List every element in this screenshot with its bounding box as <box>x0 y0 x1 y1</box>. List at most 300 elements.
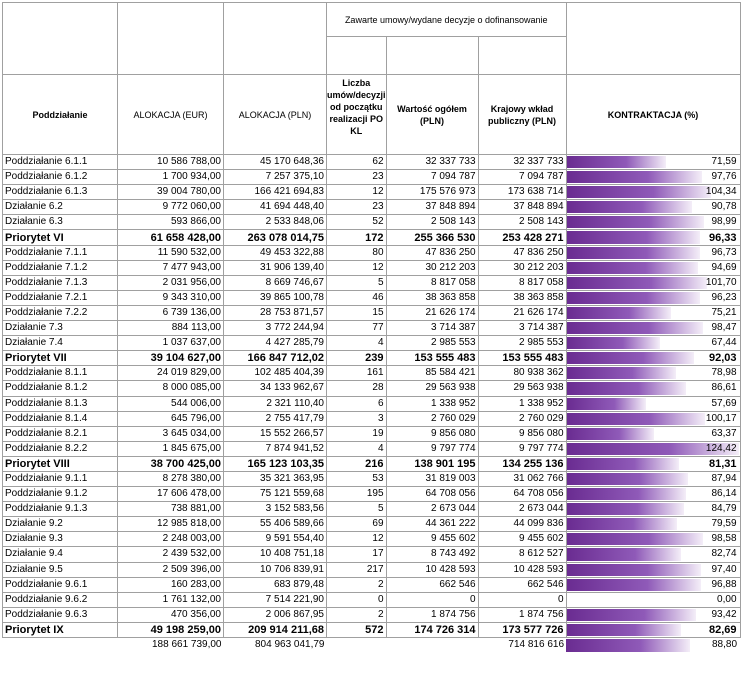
cell-pln[interactable]: 166 847 712,02 <box>224 351 327 366</box>
cell-eur[interactable]: 38 700 425,00 <box>118 456 224 471</box>
cell-eur[interactable]: 7 477 943,00 <box>118 260 224 275</box>
cell-value[interactable]: 9 856 080 <box>386 426 478 441</box>
contracting-value: 90,78 <box>711 201 737 213</box>
cell-name[interactable]: Poddziałanie 7.1.1 <box>3 245 118 260</box>
contracting-value: 93,42 <box>711 608 737 620</box>
cell-name[interactable]: Priorytet IX <box>3 622 118 637</box>
cell-contracting[interactable] <box>566 502 740 517</box>
contracting-value: 88,80 <box>711 639 738 651</box>
contracting-bar <box>567 186 711 198</box>
cell-count[interactable]: 12 <box>327 532 387 547</box>
cell-contracting[interactable] <box>566 185 740 200</box>
cell-contracting[interactable] <box>566 547 740 562</box>
cell-count[interactable]: 0 <box>327 592 387 607</box>
cell-name[interactable] <box>3 638 118 653</box>
cell-contracting[interactable] <box>566 592 740 607</box>
cell-national[interactable]: 2 673 044 <box>478 502 566 517</box>
cell-count[interactable]: 572 <box>327 622 387 637</box>
col-header-pct[interactable]: KONTRAKTACJA (%) <box>566 75 740 155</box>
cell-national[interactable]: 32 337 733 <box>478 155 566 170</box>
cell-contracting[interactable] <box>566 230 740 245</box>
cell-pln[interactable]: 7 257 375,10 <box>224 170 327 185</box>
table-row <box>3 290 741 305</box>
cell-count[interactable]: 80 <box>327 245 387 260</box>
cell-pln[interactable]: 102 485 404,39 <box>224 366 327 381</box>
cell-count[interactable]: 4 <box>327 336 387 351</box>
contracting-value: 92,03 <box>708 352 737 365</box>
cell-name[interactable]: Działanie 6.3 <box>3 215 118 230</box>
cell-contracting[interactable] <box>566 487 740 502</box>
contracting-bar <box>567 564 702 576</box>
cell-pln[interactable]: 75 121 559,68 <box>224 487 327 502</box>
cell-national[interactable]: 31 062 766 <box>478 471 566 486</box>
cell-pln[interactable]: 263 078 014,75 <box>224 230 327 245</box>
cell-count[interactable]: 2 <box>327 607 387 622</box>
cell-count[interactable]: 2 <box>327 577 387 592</box>
cell-count[interactable]: 5 <box>327 502 387 517</box>
cell-eur[interactable]: 24 019 829,00 <box>118 366 224 381</box>
cell-contracting[interactable] <box>566 260 740 275</box>
cell-pln[interactable]: 683 879,48 <box>224 577 327 592</box>
table-row <box>3 185 741 200</box>
cell-eur[interactable]: 8 000 085,00 <box>118 381 224 396</box>
contracting-bar <box>567 247 701 259</box>
header-blank-value <box>386 37 478 75</box>
cell-value[interactable]: 8 817 058 <box>386 275 478 290</box>
cell-national[interactable]: 1 338 952 <box>478 396 566 411</box>
cell-pln[interactable]: 166 421 694,83 <box>224 185 327 200</box>
cell-contracting[interactable] <box>566 532 740 547</box>
cell-pln[interactable]: 10 706 839,91 <box>224 562 327 577</box>
cell-name[interactable]: Działanie 9.5 <box>3 562 118 577</box>
cell-count[interactable]: 12 <box>327 185 387 200</box>
cell-name[interactable]: Działanie 9.3 <box>3 532 118 547</box>
contracting-value: 0,00 <box>717 593 737 605</box>
cell-contracting[interactable] <box>566 396 740 411</box>
contracting-bar <box>567 609 696 621</box>
cell-contracting[interactable] <box>566 290 740 305</box>
cell-count[interactable]: 195 <box>327 487 387 502</box>
cell-value[interactable]: 2 673 044 <box>386 502 478 517</box>
cell-count[interactable]: 53 <box>327 471 387 486</box>
cell-value[interactable]: 7 094 787 <box>386 170 478 185</box>
cell-name[interactable]: Poddziałanie 8.1.1 <box>3 366 118 381</box>
cell-contracting[interactable] <box>566 638 740 653</box>
table-row <box>3 170 741 185</box>
cell-pln[interactable]: 2 755 417,79 <box>224 411 327 426</box>
cell-eur[interactable]: 1 037 637,00 <box>118 336 224 351</box>
cell-value[interactable]: 44 361 222 <box>386 517 478 532</box>
cell-value[interactable]: 255 366 530 <box>386 230 478 245</box>
cell-eur[interactable]: 1 845 675,00 <box>118 441 224 456</box>
cell-national[interactable]: 38 363 858 <box>478 290 566 305</box>
cell-pln[interactable]: 8 669 746,67 <box>224 275 327 290</box>
cell-contracting[interactable] <box>566 200 740 215</box>
cell-pln[interactable]: 15 552 266,57 <box>224 426 327 441</box>
cell-count[interactable]: 77 <box>327 321 387 336</box>
table-row <box>3 607 741 622</box>
cell-count[interactable]: 5 <box>327 275 387 290</box>
contracting-bar <box>567 579 701 591</box>
cell-value[interactable]: 2 508 143 <box>386 215 478 230</box>
cell-contracting[interactable] <box>566 607 740 622</box>
cell-contracting[interactable] <box>566 275 740 290</box>
cell-eur[interactable]: 1 761 132,00 <box>118 592 224 607</box>
contracting-bar <box>567 398 647 410</box>
contracting-bar <box>567 548 682 560</box>
cell-contracting[interactable] <box>566 321 740 336</box>
priority-row <box>3 456 741 471</box>
table-row <box>3 562 741 577</box>
cell-name[interactable]: Poddziałanie 9.1.1 <box>3 471 118 486</box>
contracting-value: 84,79 <box>711 503 737 515</box>
cell-count[interactable]: 239 <box>327 351 387 366</box>
cell-pln[interactable]: 31 906 139,40 <box>224 260 327 275</box>
cell-name[interactable]: Poddziałanie 6.1.1 <box>3 155 118 170</box>
cell-contracting[interactable] <box>566 562 740 577</box>
cell-national[interactable]: 0 <box>478 592 566 607</box>
cell-count[interactable]: 15 <box>327 305 387 320</box>
cell-contracting[interactable] <box>566 245 740 260</box>
cell-value[interactable]: 47 836 250 <box>386 245 478 260</box>
cell-name[interactable]: Poddziałanie 6.1.2 <box>3 170 118 185</box>
cell-name[interactable]: Poddziałanie 7.1.3 <box>3 275 118 290</box>
cell-contracting[interactable] <box>566 411 740 426</box>
cell-eur[interactable]: 884 113,00 <box>118 321 224 336</box>
cell-pln[interactable]: 39 865 100,78 <box>224 290 327 305</box>
cell-eur[interactable]: 11 590 532,00 <box>118 245 224 260</box>
cell-name[interactable]: Poddziałanie 8.1.4 <box>3 411 118 426</box>
header-group-title: Zawarte umowy/wydane decyzje o dofinansowanie <box>327 3 567 37</box>
cell-eur[interactable]: 61 658 428,00 <box>118 230 224 245</box>
cell-national[interactable]: 7 094 787 <box>478 170 566 185</box>
cell-contracting[interactable] <box>566 305 740 320</box>
header-blank-count <box>327 37 387 75</box>
cell-pln[interactable]: 55 406 589,66 <box>224 517 327 532</box>
cell-count[interactable]: 217 <box>327 562 387 577</box>
cell-eur[interactable]: 9 343 310,00 <box>118 290 224 305</box>
cell-national[interactable]: 1 874 756 <box>478 607 566 622</box>
cell-pln[interactable]: 41 694 448,40 <box>224 200 327 215</box>
spreadsheet <box>2 2 741 653</box>
cell-eur[interactable]: 39 104 627,00 <box>118 351 224 366</box>
contracting-value: 75,21 <box>711 306 737 318</box>
cell-name[interactable]: Poddziałanie 9.1.2 <box>3 487 118 502</box>
cell-pln[interactable]: 7 514 221,90 <box>224 592 327 607</box>
table-body <box>3 155 741 653</box>
contracting-value: 96,73 <box>711 246 737 258</box>
contracting-value: 96,33 <box>708 231 737 244</box>
cell-value[interactable]: 37 848 894 <box>386 200 478 215</box>
cell-value[interactable]: 2 760 029 <box>386 411 478 426</box>
cell-value[interactable]: 662 546 <box>386 577 478 592</box>
cell-name[interactable]: Działanie 9.4 <box>3 547 118 562</box>
cell-count[interactable]: 28 <box>327 381 387 396</box>
contracting-bar <box>567 231 700 243</box>
cell-eur[interactable]: 2 439 532,00 <box>118 547 224 562</box>
cell-name[interactable]: Poddziałanie 7.2.2 <box>3 305 118 320</box>
cell-national[interactable]: 662 546 <box>478 577 566 592</box>
cell-count[interactable]: 161 <box>327 366 387 381</box>
cell-eur[interactable]: 9 772 060,00 <box>118 200 224 215</box>
table-row <box>3 336 741 351</box>
contracting-bar <box>567 518 677 530</box>
cell-national[interactable]: 173 577 726 <box>478 622 566 637</box>
cell-pln[interactable]: 3 772 244,94 <box>224 321 327 336</box>
cell-eur[interactable]: 2 248 003,00 <box>118 532 224 547</box>
cell-eur[interactable]: 593 866,00 <box>118 215 224 230</box>
cell-pln[interactable]: 49 453 322,88 <box>224 245 327 260</box>
cell-eur[interactable]: 645 796,00 <box>118 411 224 426</box>
contracting-value: 82,74 <box>711 548 737 560</box>
cell-pln[interactable]: 3 152 583,56 <box>224 502 327 517</box>
table-row <box>3 547 741 562</box>
cell-contracting[interactable] <box>566 351 740 366</box>
cell-national[interactable]: 29 563 938 <box>478 381 566 396</box>
cell-eur[interactable]: 470 356,00 <box>118 607 224 622</box>
table-row <box>3 592 741 607</box>
cell-name[interactable]: Poddziałanie 8.1.3 <box>3 396 118 411</box>
cell-count[interactable]: 172 <box>327 230 387 245</box>
cell-value[interactable]: 30 212 203 <box>386 260 478 275</box>
cell-value[interactable]: 8 743 492 <box>386 547 478 562</box>
table-row <box>3 321 741 336</box>
cell-eur[interactable]: 49 198 259,00 <box>118 622 224 637</box>
cell-national[interactable]: 2 508 143 <box>478 215 566 230</box>
cell-contracting[interactable] <box>566 577 740 592</box>
cell-count[interactable]: 52 <box>327 215 387 230</box>
cell-eur[interactable]: 188 661 739,00 <box>151 639 222 651</box>
table-row <box>3 305 741 320</box>
cell-name[interactable]: Poddziałanie 8.2.1 <box>3 426 118 441</box>
contracting-bar <box>567 337 660 349</box>
cell-eur[interactable]: 6 739 136,00 <box>118 305 224 320</box>
cell-pln[interactable]: 34 133 962,67 <box>224 381 327 396</box>
cell-contracting[interactable] <box>566 366 740 381</box>
total-row <box>3 638 741 653</box>
table-row <box>3 502 741 517</box>
cell-name[interactable]: Poddziałanie 9.6.2 <box>3 592 118 607</box>
cell-contracting[interactable] <box>566 471 740 486</box>
cell-value[interactable]: 2 985 553 <box>386 336 478 351</box>
contracting-value: 97,40 <box>711 563 737 575</box>
cell-count[interactable]: 4 <box>327 441 387 456</box>
header-blank-national <box>478 37 566 75</box>
cell-contracting[interactable] <box>566 381 740 396</box>
cell-count[interactable]: 62 <box>327 155 387 170</box>
col-header-count[interactable]: Liczba umów/decyzji od początku realizacji PO KL <box>327 75 387 155</box>
cell-contracting[interactable] <box>566 426 740 441</box>
cell-eur[interactable]: 12 985 818,00 <box>118 517 224 532</box>
cell-value[interactable]: 85 584 421 <box>386 366 478 381</box>
contracting-bar <box>567 624 681 636</box>
cell-national[interactable]: 10 428 593 <box>478 562 566 577</box>
cell-value[interactable]: 38 363 858 <box>386 290 478 305</box>
cell-count[interactable]: 69 <box>327 517 387 532</box>
cell-national[interactable]: 253 428 271 <box>478 230 566 245</box>
cell-value[interactable]: 64 708 056 <box>386 487 478 502</box>
cell-eur[interactable]: 160 283,00 <box>118 577 224 592</box>
cell-count[interactable]: 17 <box>327 547 387 562</box>
cell-value[interactable] <box>386 638 478 653</box>
contracting-bar <box>567 201 693 213</box>
header-blank-pct <box>566 3 740 75</box>
cell-count[interactable] <box>327 638 387 653</box>
cell-national[interactable]: 21 626 174 <box>478 305 566 320</box>
cell-pln[interactable]: 804 963 041,79 <box>254 639 325 651</box>
contracting-bar <box>567 262 698 274</box>
cell-value[interactable]: 153 555 483 <box>386 351 478 366</box>
cell-name[interactable]: Poddziałanie 7.2.1 <box>3 290 118 305</box>
cell-value[interactable]: 174 726 314 <box>386 622 478 637</box>
contracting-bar <box>567 503 684 515</box>
cell-eur[interactable]: 2 031 956,00 <box>118 275 224 290</box>
cell-count[interactable]: 23 <box>327 170 387 185</box>
cell-eur[interactable]: 544 006,00 <box>118 396 224 411</box>
cell-value[interactable]: 21 626 174 <box>386 305 478 320</box>
col-header-value[interactable]: Wartość ogółem (PLN) <box>386 75 478 155</box>
cell-national[interactable]: 8 817 058 <box>478 275 566 290</box>
cell-value[interactable]: 9 797 774 <box>386 441 478 456</box>
table-row <box>3 155 741 170</box>
header-blank-eur <box>118 3 224 75</box>
cell-eur[interactable]: 8 278 380,00 <box>118 471 224 486</box>
cell-count[interactable]: 23 <box>327 200 387 215</box>
cell-pln[interactable]: 209 914 211,68 <box>224 622 327 637</box>
col-header-national[interactable]: Krajowy wkład publiczny (PLN) <box>478 75 566 155</box>
cell-name[interactable]: Poddziałanie 8.2.2 <box>3 441 118 456</box>
cell-pln[interactable]: 35 321 363,95 <box>224 471 327 486</box>
cell-national[interactable]: 153 555 483 <box>478 351 566 366</box>
cell-national[interactable]: 2 985 553 <box>478 336 566 351</box>
cell-contracting[interactable] <box>566 155 740 170</box>
cell-pln[interactable]: 2 006 867,95 <box>224 607 327 622</box>
contracting-bar <box>567 292 700 304</box>
cell-pln[interactable]: 7 874 941,52 <box>224 441 327 456</box>
cell-name[interactable]: Poddziałanie 9.6.1 <box>3 577 118 592</box>
contracting-value: 81,31 <box>708 457 737 470</box>
cell-pln[interactable]: 2 321 110,40 <box>224 396 327 411</box>
cell-national[interactable]: 714 816 616 <box>508 639 565 651</box>
cell-name[interactable]: Poddziałanie 9.6.3 <box>3 607 118 622</box>
cell-contracting[interactable] <box>566 517 740 532</box>
col-header-name[interactable]: Poddziałanie <box>3 75 118 155</box>
contracting-bar <box>567 352 694 364</box>
cell-value[interactable]: 10 428 593 <box>386 562 478 577</box>
cell-value[interactable]: 175 576 973 <box>386 185 478 200</box>
cell-national[interactable]: 134 255 136 <box>478 456 566 471</box>
cell-national[interactable]: 3 714 387 <box>478 321 566 336</box>
cell-eur[interactable]: 738 881,00 <box>118 502 224 517</box>
cell-name[interactable]: Priorytet VIII <box>3 456 118 471</box>
cell-national[interactable]: 9 455 602 <box>478 532 566 547</box>
contracting-bar <box>567 171 702 183</box>
cell-pln[interactable]: 4 427 285,79 <box>224 336 327 351</box>
table-row <box>3 215 741 230</box>
contracting-table <box>2 2 741 653</box>
col-header-eur[interactable]: ALOKACJA (EUR) <box>118 75 224 155</box>
contracting-bar <box>567 307 671 319</box>
cell-contracting[interactable] <box>566 622 740 637</box>
cell-eur[interactable]: 2 509 396,00 <box>118 562 224 577</box>
cell-national[interactable]: 173 638 714 <box>478 185 566 200</box>
cell-pln[interactable]: 45 170 648,36 <box>224 155 327 170</box>
cell-pln[interactable]: 9 591 554,40 <box>224 532 327 547</box>
cell-name[interactable]: Działanie 7.3 <box>3 321 118 336</box>
cell-count[interactable]: 6 <box>327 396 387 411</box>
cell-value[interactable]: 138 901 195 <box>386 456 478 471</box>
cell-eur[interactable]: 17 606 478,00 <box>118 487 224 502</box>
cell-eur[interactable]: 3 645 034,00 <box>118 426 224 441</box>
cell-value[interactable]: 1 338 952 <box>386 396 478 411</box>
cell-value[interactable]: 9 455 602 <box>386 532 478 547</box>
contracting-value: 86,14 <box>711 488 737 500</box>
cell-pln[interactable]: 165 123 103,35 <box>224 456 327 471</box>
cell-national[interactable]: 8 612 527 <box>478 547 566 562</box>
cell-value[interactable]: 3 714 387 <box>386 321 478 336</box>
cell-name[interactable]: Priorytet VII <box>3 351 118 366</box>
cell-value[interactable]: 1 874 756 <box>386 607 478 622</box>
cell-eur[interactable]: 39 004 780,00 <box>118 185 224 200</box>
cell-contracting[interactable] <box>566 170 740 185</box>
cell-count[interactable]: 216 <box>327 456 387 471</box>
priority-row <box>3 622 741 637</box>
cell-eur[interactable]: 1 700 934,00 <box>118 170 224 185</box>
cell-national[interactable]: 9 797 774 <box>478 441 566 456</box>
cell-name[interactable]: Działanie 7.4 <box>3 336 118 351</box>
table-row <box>3 200 741 215</box>
cell-value[interactable]: 32 337 733 <box>386 155 478 170</box>
cell-pln[interactable]: 28 753 871,57 <box>224 305 327 320</box>
cell-national[interactable]: 2 760 029 <box>478 411 566 426</box>
cell-national[interactable]: 64 708 056 <box>478 487 566 502</box>
cell-national[interactable]: 37 848 894 <box>478 200 566 215</box>
cell-count[interactable]: 3 <box>327 411 387 426</box>
cell-pln[interactable]: 2 533 848,06 <box>224 215 327 230</box>
table-row <box>3 396 741 411</box>
cell-name[interactable]: Działanie 9.2 <box>3 517 118 532</box>
cell-count[interactable]: 12 <box>327 260 387 275</box>
cell-contracting[interactable] <box>566 456 740 471</box>
cell-national[interactable]: 47 836 250 <box>478 245 566 260</box>
cell-value[interactable]: 29 563 938 <box>386 381 478 396</box>
table-row <box>3 245 741 260</box>
cell-national[interactable]: 44 099 836 <box>478 517 566 532</box>
cell-national[interactable]: 80 938 362 <box>478 366 566 381</box>
cell-name[interactable]: Priorytet VI <box>3 230 118 245</box>
cell-contracting[interactable] <box>566 215 740 230</box>
cell-contracting[interactable] <box>566 336 740 351</box>
cell-contracting[interactable] <box>566 441 740 456</box>
cell-name[interactable]: Poddziałanie 7.1.2 <box>3 260 118 275</box>
col-header-pln[interactable]: ALOKACJA (PLN) <box>224 75 327 155</box>
cell-count[interactable]: 46 <box>327 290 387 305</box>
cell-eur[interactable]: 10 586 788,00 <box>118 155 224 170</box>
contracting-value: 82,69 <box>708 623 737 636</box>
cell-value[interactable]: 31 819 003 <box>386 471 478 486</box>
cell-name[interactable]: Poddziałanie 6.1.3 <box>3 185 118 200</box>
cell-pln[interactable]: 10 408 751,18 <box>224 547 327 562</box>
cell-value[interactable]: 0 <box>386 592 478 607</box>
contracting-value: 94,69 <box>711 261 737 273</box>
cell-name[interactable]: Działanie 6.2 <box>3 200 118 215</box>
cell-national[interactable]: 9 856 080 <box>478 426 566 441</box>
cell-count[interactable]: 19 <box>327 426 387 441</box>
cell-national[interactable]: 30 212 203 <box>478 260 566 275</box>
cell-name[interactable]: Poddziałanie 8.1.2 <box>3 381 118 396</box>
cell-name[interactable]: Poddziałanie 9.1.3 <box>3 502 118 517</box>
header-blank-name <box>3 3 118 75</box>
